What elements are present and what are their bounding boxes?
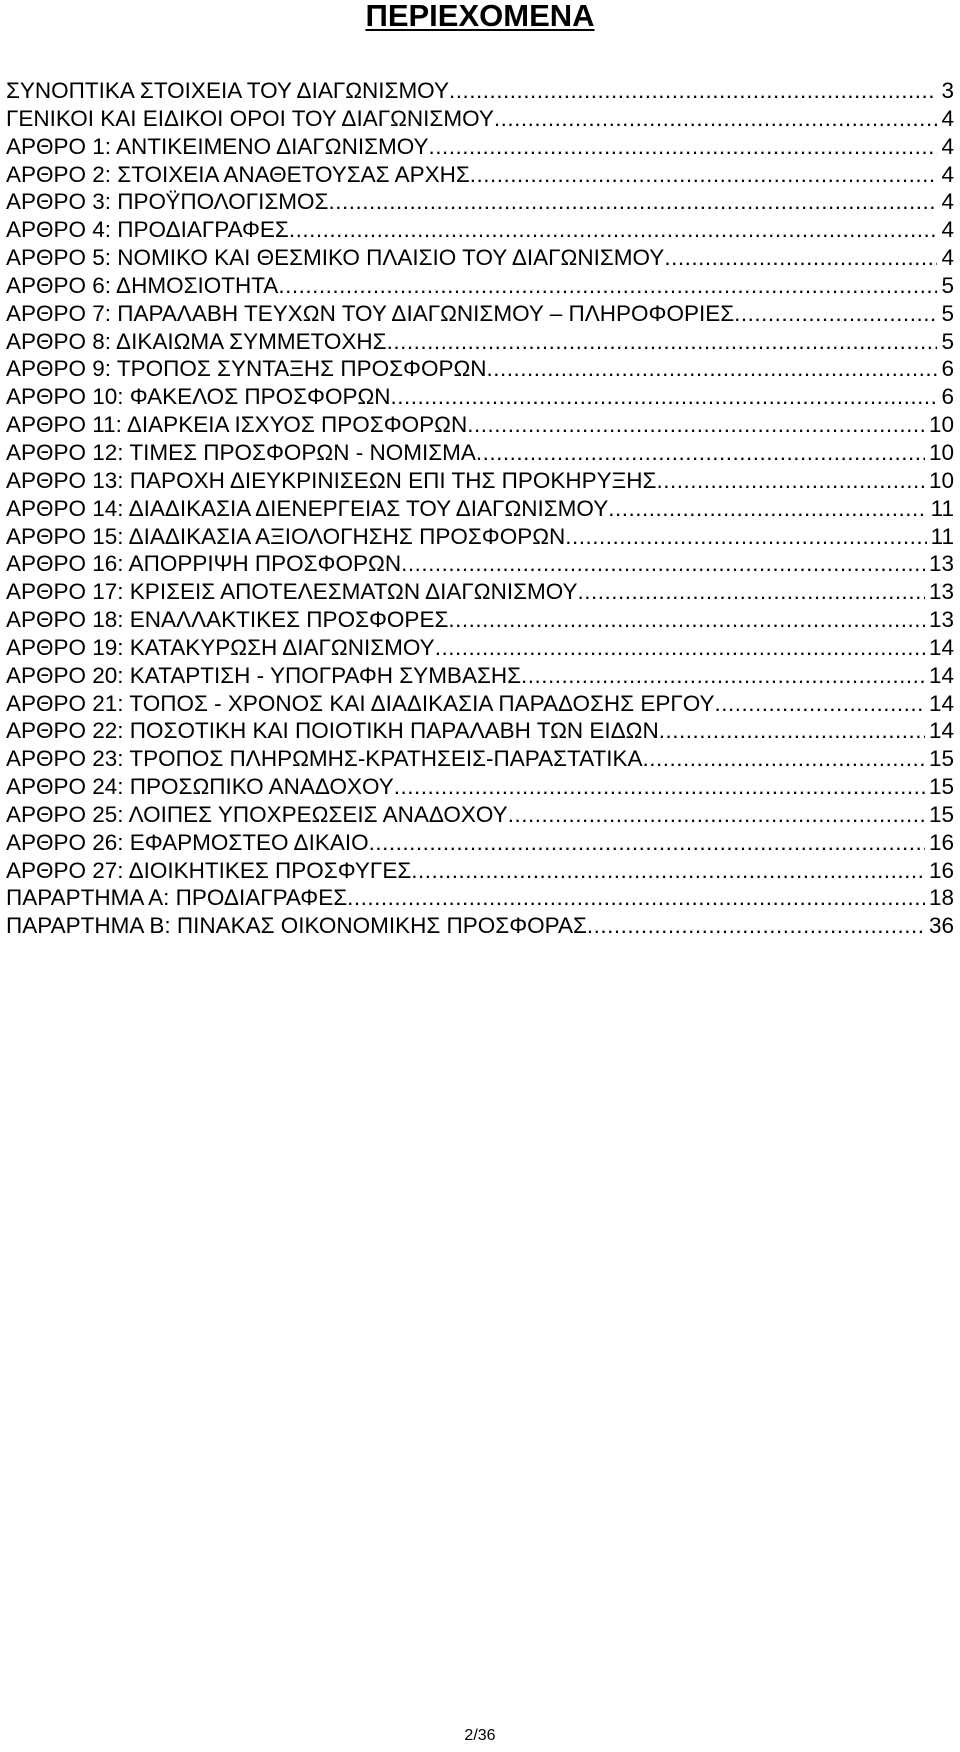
toc-dot-leader — [659, 717, 925, 745]
toc-entry[interactable] — [6, 272, 954, 300]
toc-dot-leader — [487, 355, 938, 383]
toc-dot-leader — [347, 884, 925, 912]
toc-entry-title: ΑΡΘΡΟ 8: ΔΙΚΑΙΩΜΑ ΣΥΜΜΕΤΟΧΗΣ — [6, 328, 387, 354]
toc-entry-title: ΣΥΝΟΠΤΙΚΑ ΣΤΟΙΧΕΙΑ ΤΟΥ ΔΙΑΓΩΝΙΣΜΟΥ — [6, 78, 449, 103]
toc-entry-title: ΑΡΘΡΟ 2: ΣΤΟΙΧΕΙΑ ΑΝΑΘΕΤΟΥΣΑΣ ΑΡΧΗΣ — [6, 161, 470, 187]
toc-entry-title: ΑΡΘΡΟ 15: ΔΙΑΔΙΚΑΣΙΑ ΑΞΙΟΛΟΓΗΣΗΣ ΠΡΟΣΦΟΡΩΝ — [6, 523, 566, 549]
toc-entry-page: 36 — [928, 913, 954, 939]
toc-entry-title: ΑΡΘΡΟ 26: ΕΦΑΡΜΟΣΤΕΟ ΔΙΚΑΙΟ — [6, 829, 369, 855]
toc-entry-title: ΑΡΘΡΟ 17: ΚΡΙΣΕΙΣ ΑΠΟΤΕΛΕΣΜΑΤΩΝ ΔΙΑΓΩΝΙΣΜΟΥ — [6, 579, 578, 605]
toc-entry[interactable] — [6, 634, 954, 662]
toc-dot-leader — [470, 161, 938, 189]
toc-dot-leader — [656, 467, 925, 495]
toc-dot-leader — [278, 272, 937, 300]
toc-entry-title: ΑΡΘΡΟ 10: ΦΑΚΕΛΟΣ ΠΡΟΣΦΟΡΩΝ — [6, 384, 391, 410]
toc-entry[interactable] — [6, 77, 954, 105]
toc-entry[interactable] — [6, 105, 954, 133]
toc-entry-page: 16 — [928, 857, 954, 883]
toc-entry-title: ΑΡΘΡΟ 19: ΚΑΤΑΚΥΡΩΣΗ ΔΙΑΓΩΝΙΣΜΟΥ — [6, 634, 435, 660]
toc-entry-page: 6 — [941, 384, 954, 410]
toc-dot-leader — [289, 216, 938, 244]
toc-entry[interactable] — [6, 383, 954, 411]
toc-entry-page: 11 — [930, 495, 954, 521]
toc-dot-leader — [494, 105, 938, 133]
toc-entry-title: ΑΡΘΡΟ 12: ΤΙΜΕΣ ΠΡΟΣΦΟΡΩΝ - ΝΟΜΙΣΜΑ — [6, 439, 476, 465]
toc-entry-page: 4 — [941, 133, 954, 159]
toc-entry[interactable] — [6, 300, 954, 328]
toc-entry[interactable] — [6, 578, 954, 606]
toc-entry[interactable] — [6, 745, 954, 773]
toc-entry-title: ΑΡΘΡΟ 4: ΠΡΟΔΙΑΓΡΑΦΕΣ — [6, 217, 289, 243]
toc-entry[interactable] — [6, 884, 954, 912]
toc-entry[interactable] — [6, 439, 954, 467]
toc-entry-page: 4 — [941, 105, 954, 131]
toc-entry-page: 4 — [941, 245, 954, 271]
toc-entry[interactable] — [6, 690, 954, 718]
toc-dot-leader — [734, 300, 937, 328]
toc-entry-page: 11 — [930, 523, 954, 549]
toc-entry-title: ΑΡΘΡΟ 24: ΠΡΟΣΩΠΙΚΟ ΑΝΑΔΟΧΟΥ — [6, 774, 394, 800]
toc-entry[interactable] — [6, 133, 954, 161]
toc-dot-leader — [587, 912, 925, 940]
toc-entry[interactable] — [6, 188, 954, 216]
toc-entry-title: ΑΡΘΡΟ 23: ΤΡΟΠΟΣ ΠΛΗΡΩΜΗΣ-ΚΡΑΤΗΣΕΙΣ-ΠΑΡΑΣΤΑΤΙΚΑ — [6, 746, 643, 772]
toc-entry-title: ΑΡΘΡΟ 11: ΔΙΑΡΚΕΙΑ ΙΣΧΥΟΣ ΠΡΟΣΦΟΡΩΝ — [6, 412, 468, 438]
toc-entry-page: 13 — [928, 551, 954, 577]
toc-entry[interactable] — [6, 495, 954, 523]
toc-entry-title: ΓΕΝΙΚΟΙ ΚΑΙ ΕΙΔΙΚΟΙ ΟΡΟΙ ΤΟΥ ΔΙΑΓΩΝΙΣΜΟΥ — [6, 105, 494, 131]
toc-entry[interactable] — [6, 328, 954, 356]
toc-entry-page: 15 — [928, 746, 954, 772]
toc-dot-leader — [411, 857, 925, 885]
toc-entry-title: ΑΡΘΡΟ 27: ΔΙΟΙΚΗΤΙΚΕΣ ΠΡΟΣΦΥΓΕΣ — [6, 857, 412, 883]
toc-dot-leader — [449, 77, 938, 105]
toc-dot-leader — [394, 773, 925, 801]
toc-dot-leader — [391, 383, 938, 411]
toc-entry-page: 13 — [928, 607, 954, 633]
toc-entry-title: ΑΡΘΡΟ 13: ΠΑΡΟΧΗ ΔΙΕΥΚΡΙΝΙΣΕΩΝ ΕΠΙ ΤΗΣ ΠΡΟΚΗΡΥΞΗΣ — [6, 467, 657, 493]
toc-entry[interactable] — [6, 857, 954, 885]
toc-entry-title: ΠΑΡΑΡΤΗΜΑ Α: ΠΡΟΔΙΑΓΡΑΦΕΣ — [6, 885, 348, 911]
toc-entry-page: 18 — [928, 885, 954, 911]
toc-dot-leader — [387, 328, 938, 356]
page-number: 2/36 — [464, 1727, 496, 1744]
toc-entry-page: 6 — [941, 356, 954, 382]
toc-dot-leader — [608, 495, 926, 523]
toc-dot-leader — [578, 578, 925, 606]
toc-entry[interactable] — [6, 216, 954, 244]
toc-entry-page: 4 — [941, 189, 954, 215]
toc-dot-leader — [476, 439, 925, 467]
toc-entry-page: 3 — [941, 78, 954, 103]
toc-entry-title: ΑΡΘΡΟ 3: ΠΡΟΫΠΟΛΟΓΙΣΜΟΣ — [6, 189, 329, 215]
toc-entry-title: ΑΡΘΡΟ 1: ΑΝΤΙΚΕΙΜΕΝΟ ΔΙΑΓΩΝΙΣΜΟΥ — [6, 133, 429, 159]
toc-dot-leader — [642, 745, 924, 773]
toc-entry[interactable] — [6, 523, 954, 551]
toc-entry-page: 14 — [928, 662, 954, 688]
toc-dot-leader — [328, 188, 937, 216]
toc-dot-leader — [664, 244, 937, 272]
toc-dot-leader — [369, 829, 925, 857]
toc-entry-title: ΑΡΘΡΟ 6: ΔΗΜΟΣΙΟΤΗΤΑ — [6, 272, 279, 298]
toc-entry-page: 4 — [941, 161, 954, 187]
toc-entry-title: ΑΡΘΡΟ 7: ΠΑΡΑΛΑΒΗ ΤΕΥΧΩΝ ΤΟΥ ΔΙΑΓΩΝΙΣΜΟΥ – ΠΛΗΡΟΦΟΡΙΕΣ — [6, 300, 735, 326]
toc-entry-page: 5 — [941, 328, 954, 354]
toc-entry-page: 15 — [928, 801, 954, 827]
toc-dot-leader — [429, 133, 938, 161]
toc-entry-page: 16 — [928, 829, 954, 855]
toc-entry-page: 14 — [928, 690, 954, 716]
toc-entry[interactable] — [6, 801, 954, 829]
toc-dot-leader — [508, 801, 925, 829]
toc-dot-leader — [565, 523, 926, 551]
toc-entry-page: 13 — [928, 579, 954, 605]
toc-entry[interactable] — [6, 606, 954, 634]
toc-dot-leader — [521, 662, 925, 690]
toc-entry[interactable] — [6, 662, 954, 690]
table-of-contents — [6, 77, 954, 940]
toc-entry[interactable] — [6, 912, 954, 940]
toc-entry-title: ΑΡΘΡΟ 5: ΝΟΜΙΚΟ ΚΑΙ ΘΕΣΜΙΚΟ ΠΛΑΙΣΙΟ ΤΟΥ ΔΙΑΓΩΝΙΣΜΟΥ — [6, 245, 665, 271]
toc-dot-leader — [435, 634, 925, 662]
toc-dot-leader — [448, 606, 925, 634]
toc-entry-page: 5 — [941, 300, 954, 326]
toc-entry-page: 10 — [928, 467, 954, 493]
toc-entry-title: ΠΑΡΑΡΤΗΜΑ Β: ΠΙΝΑΚΑΣ ΟΙΚΟΝΟΜΙΚΗΣ ΠΡΟΣΦΟΡΑΣ — [6, 913, 587, 939]
toc-dot-leader — [467, 411, 925, 439]
toc-entry-title: ΑΡΘΡΟ 20: ΚΑΤΑΡΤΙΣΗ - ΥΠΟΓΡΑΦΗ ΣΥΜΒΑΣΗΣ — [6, 662, 522, 688]
toc-entry-title: ΑΡΘΡΟ 21: ΤΟΠΟΣ - ΧΡΟΝΟΣ ΚΑΙ ΔΙΑΔΙΚΑΣΙΑ ΠΑΡΑΔΟΣΗΣ ΕΡΓΟΥ — [6, 690, 715, 716]
toc-entry[interactable] — [6, 773, 954, 801]
toc-entry-page: 10 — [928, 439, 954, 465]
toc-entry-page: 15 — [928, 774, 954, 800]
toc-entry[interactable] — [6, 411, 954, 439]
toc-dot-leader — [401, 550, 925, 578]
toc-entry-page: 10 — [928, 412, 954, 438]
page-title: ΠΕΡΙΕΧΟΜΕΝΑ — [365, 0, 595, 33]
toc-dot-leader — [715, 690, 925, 718]
toc-entry-page: 4 — [941, 217, 954, 243]
toc-entry-title: ΑΡΘΡΟ 14: ΔΙΑΔΙΚΑΣΙΑ ΔΙΕΝΕΡΓΕΙΑΣ ΤΟΥ ΔΙΑΓΩΝΙΣΜΟΥ — [6, 495, 609, 521]
toc-entry[interactable] — [6, 244, 954, 272]
toc-entry[interactable] — [6, 550, 954, 578]
toc-entry[interactable] — [6, 467, 954, 495]
toc-entry-title: ΑΡΘΡΟ 16: ΑΠΟΡΡΙΨΗ ΠΡΟΣΦΟΡΩΝ — [6, 551, 402, 577]
toc-entry[interactable] — [6, 355, 954, 383]
toc-entry-page: 14 — [928, 634, 954, 660]
toc-entry-page: 5 — [941, 272, 954, 298]
toc-entry-title: ΑΡΘΡΟ 18: ΕΝΑΛΛΑΚΤΙΚΕΣ ΠΡΟΣΦΟΡΕΣ — [6, 607, 449, 633]
toc-entry[interactable] — [6, 829, 954, 857]
toc-entry[interactable] — [6, 161, 954, 189]
toc-entry-title: ΑΡΘΡΟ 25: ΛΟΙΠΕΣ ΥΠΟΧΡΕΩΣΕΙΣ ΑΝΑΔΟΧΟΥ — [6, 801, 508, 827]
toc-entry-title: ΑΡΘΡΟ 22: ΠΟΣΟΤΙΚΗ ΚΑΙ ΠΟΙΟΤΙΚΗ ΠΑΡΑΛΑΒΗ ΤΩΝ ΕΙΔΩΝ — [6, 718, 659, 744]
toc-entry-title: ΑΡΘΡΟ 9: ΤΡΟΠΟΣ ΣΥΝΤΑΞΗΣ ΠΡΟΣΦΟΡΩΝ — [6, 356, 487, 382]
toc-entry-page: 14 — [928, 718, 954, 744]
toc-entry[interactable] — [6, 717, 954, 745]
